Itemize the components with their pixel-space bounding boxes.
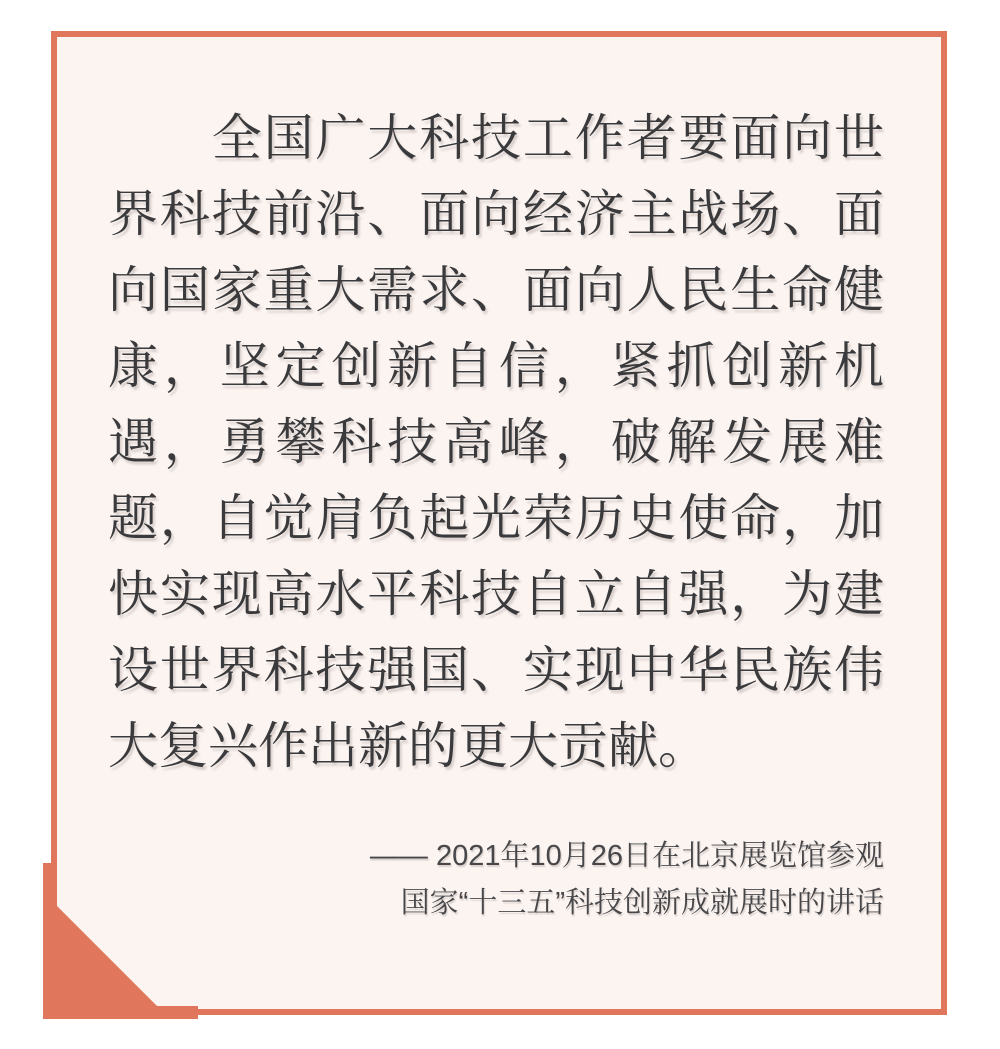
quote-line: 向国家重大需求、面向人民生命健 <box>108 262 884 318</box>
quote-line: 康，坚定创新自信，紧抓创新机 <box>108 338 884 394</box>
quote-line: 快实现高水平科技自立自强，为建 <box>108 566 884 622</box>
quote-line: 全国广大科技工作者要面向世 <box>108 110 884 166</box>
quote-line: 遇，勇攀科技高峰，破解发展难 <box>108 414 884 470</box>
quote-line: 大复兴作出新的更大贡献。 <box>108 718 708 774</box>
attribution-line-2: 国家“十三五”科技创新成就展时的讲话 <box>400 887 884 919</box>
quote-line: 设世界科技强国、实现中华民族伟 <box>108 642 884 698</box>
quote-line: 题，自觉肩负起光荣历史使命，加 <box>108 490 884 546</box>
attribution <box>108 833 884 927</box>
quote-line: 界科技前沿、面向经济主战场、面 <box>108 186 884 242</box>
quote-text <box>108 100 884 784</box>
attribution-line-1: —— 2021年10月26日在北京展览馆参观 <box>369 840 884 872</box>
